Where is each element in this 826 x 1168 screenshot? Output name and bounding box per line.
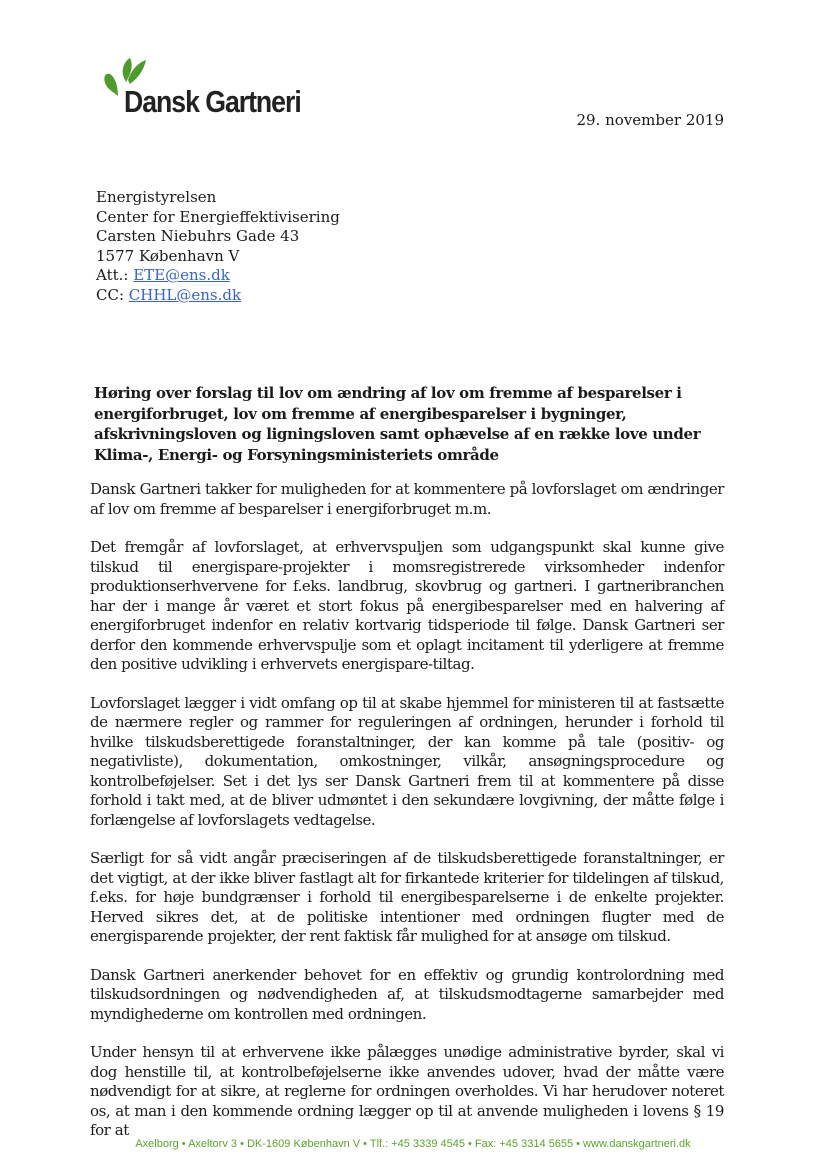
letter-subject: Høring over forslag til lov om ændring af lov om fremme af besparelser i energiforbruget, lov om fremme af energibesparelser i bygninger, afskrivningsloven og ligningsloven samt ophævelse af en række love under Klima-, Energi- og Forsyningsministeriets område xyxy=(94,384,701,464)
body-paragraph: Dansk Gartneri anerkender behovet for en effektiv og grundig kontrolordning med tilskudsordningen og nødvendigheden af, at tilskudsmodtagerne samarbejder med myndighederne om kontrollen med ordningen. xyxy=(90,965,724,1023)
logo-text: Dansk Gartneri xyxy=(124,84,301,119)
body-paragraph: Dansk Gartneri takker for muligheden for at kommentere på lovforslaget om ændringer af lov om fremme af besparelser i energiforbruget m.m. xyxy=(90,480,724,518)
att-line xyxy=(96,266,340,286)
letter-footer: Axelborg • Axeltorv 3 • DK-1609 København V • Tlf.: +45 3339 4545 • Fax: +45 3314 5655 • www.danskgartneri.dk xyxy=(135,1138,691,1150)
letter-date: 29. november 2019 xyxy=(576,111,724,129)
company-logo xyxy=(100,58,310,128)
att-label: Att.: xyxy=(96,266,129,285)
letter-body xyxy=(90,480,724,1160)
cc-label: CC: xyxy=(96,285,125,304)
recipient-address xyxy=(96,188,340,306)
body-paragraph: Særligt for så vidt angår præciseringen af de tilskudsberettigede foranstaltninger, er det vigtigt, at der ikke bliver fastlagt alt for firkantede kriterier for tildelingen af tilskud, f.eks. for høje bundgrænser i forhold til energibesparelserne i de enkelte projekter. Herved sikres det, at de politiske intentioner med ordningen flugter med de energisparende projekter, der rent faktisk får mulighed for at ansøge om tilskud. xyxy=(90,849,724,945)
body-paragraph: Lovforslaget lægger i vidt omfang op til at skabe hjemmel for ministeren til at fastsætte de nærmere regler og rammer for reguleringen af ordningen, herunder i forhold til hvilke tilskudsberettigede foranstaltninger, der kan komme på tale (positiv- og negativliste), dokumentation, omkostninger, vilkår, ansøgningsprocedure og kontrolbeføjelser. Set i det lys ser Dansk Gartneri frem til at kommentere på disse forhold i takt med, at de bliver udmøntet i den sekundære lovgivning, der måtte følge i forlængelse af lovforslagets vedtagelse. xyxy=(90,693,724,829)
body-paragraph: Under hensyn til at erhvervene ikke pålægges unødige administrative byrder, skal vi dog henstille til, at kontrolbeføjelserne ikke anvendes udover, hvad der måtte være nødvendigt for at sikre, at reglerne for ordningen overholdes. Vi har herudover noteret os, at man i den kommende ordning lægger op til at anvende muligheden i lovens § 19 for at xyxy=(90,1043,724,1139)
address-line: Center for Energieffektivisering xyxy=(96,207,340,226)
body-paragraph: Det fremgår af lovforslaget, at erhvervspuljen som udgangspunkt skal kunne give tilskud til energispare-projekter i momsregistrerede virksomheder indenfor produktionserhvervene for f.eks. landbrug, skovbrug og gartneri. I gartneribranchen har der i mange år været et stort fokus på energibesparelser med en halvering af energiforbruget indenfor en relativ kortvarig tidsperiode til følge. Dansk Gartneri ser derfor den kommende erhvervspulje som et oplagt incitament til yderligere at fremme den positive udvikling i erhvervets energispare-tiltag. xyxy=(90,538,724,673)
att-email-link[interactable]: ETE@ens.dk xyxy=(133,266,230,285)
address-line: 1577 København V xyxy=(96,246,240,265)
address-line: Carsten Niebuhrs Gade 43 xyxy=(96,227,300,246)
cc-email-link[interactable]: CHHL@ens.dk xyxy=(128,285,242,304)
address-line: Energistyrelsen xyxy=(96,188,217,206)
cc-line xyxy=(96,286,340,306)
